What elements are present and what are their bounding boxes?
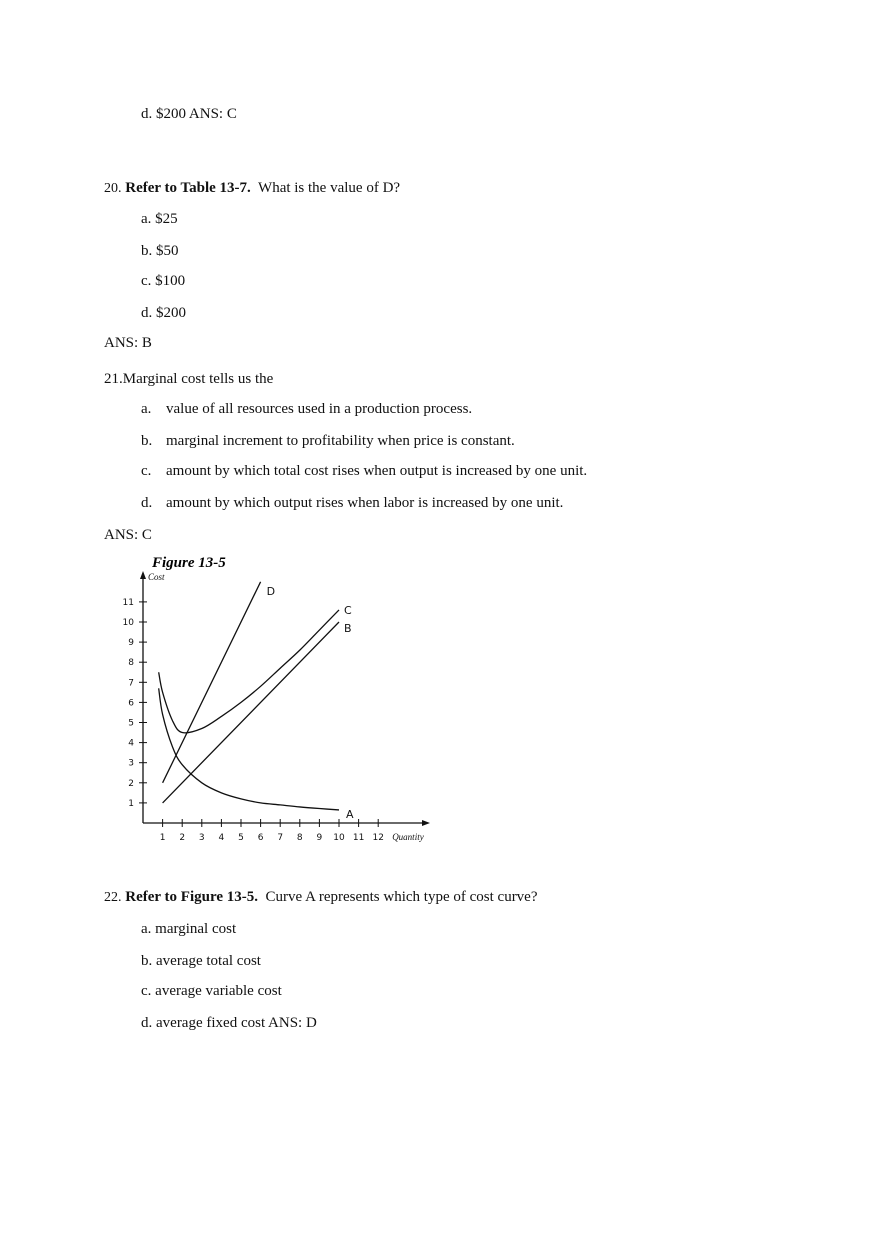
q20-ref: Refer to Table 13-7. [125,180,251,196]
q21-answer: ANS: C [104,527,152,543]
curve-label-a: A [346,807,354,821]
q22-option-d: d. average fixed cost ANS: D [141,1015,317,1031]
q21-option-a-text: value of all resources used in a production process. [166,401,473,417]
q20-answer: ANS: B [104,335,152,351]
q21-option-c-text: amount by which total cost rises when output is increased by one unit. [166,463,588,479]
x-tick-label: 6 [257,833,264,843]
q20-option-b: b. $50 [141,243,179,259]
x-tick-label: 12 [372,833,384,843]
x-tick-label: 5 [238,833,244,843]
y-tick-label: 8 [128,658,134,669]
q22-number: 22. [104,890,122,905]
y-tick-label: 11 [122,597,134,608]
y-axis-label: Cost [148,572,165,582]
q19-option-d: d. $200 ANS: C [141,106,237,122]
curve-b [163,622,339,803]
q22-ref: Refer to Figure 13-5. [125,889,258,905]
q22-option-b: b. average total cost [141,953,261,969]
curve-label-d: D [266,584,276,598]
figure-13-5-chart [122,552,446,852]
q20-option-d: d. $200 [141,305,186,321]
y-axis-arrow [140,571,146,579]
x-tick-label: 11 [352,833,365,843]
curve-label-c: C [344,603,352,617]
q22-stem [104,888,538,907]
x-tick-label: 9 [316,833,323,843]
y-tick-label: 6 [128,698,134,709]
q21-option-d-letter: d. [141,495,153,511]
x-tick-label: 8 [296,833,303,843]
q21-option-b-text: marginal increment to profitability when price is constant. [166,433,515,449]
q21-stem: 21.Marginal cost tells us the [104,371,274,387]
q21-option-c-letter: c. [141,463,152,479]
chart-axes [140,571,430,826]
y-tick-label: 7 [128,678,134,689]
x-tick-label: 2 [179,833,186,843]
x-tick-label: 1 [159,833,166,843]
x-tick-label: 10 [333,833,345,843]
q22-option-a: a. marginal cost [141,921,237,937]
q20-stem [104,179,400,198]
q21-option-b-letter: b. [141,433,153,449]
chart-title: Figure 13-5 [152,555,226,571]
y-tick-label: 5 [128,718,134,729]
q21-option-a-letter: a. [141,401,152,417]
y-tick-label: 2 [128,778,134,789]
q20-option-a: a. $25 [141,211,178,227]
y-tick-label: 10 [122,618,134,628]
y-tick-label: 1 [128,798,134,809]
y-tick-label: 4 [128,738,134,749]
x-tick-label: 3 [198,833,205,843]
x-axis-arrow [422,820,430,826]
chart-curves [159,582,339,810]
q22-option-c: c. average variable cost [141,983,282,999]
curve-label-b: B [344,622,352,635]
x-tick-label: 4 [218,833,225,843]
q20-question: What is the value of D? [258,180,401,196]
x-axis-label: Quantity [392,832,424,842]
q20-number: 20. [104,181,122,196]
q21-option-d-text: amount by which output rises when labor is increased by one unit. [166,495,564,511]
q20-option-c: c. $100 [141,273,186,289]
x-tick-label: 7 [277,833,284,843]
chart-labels [148,572,424,842]
curve-a [159,688,339,810]
q22-question: Curve A represents which type of cost curve? [265,889,538,905]
y-tick-label: 3 [128,758,134,769]
y-tick-label: 9 [128,638,134,649]
